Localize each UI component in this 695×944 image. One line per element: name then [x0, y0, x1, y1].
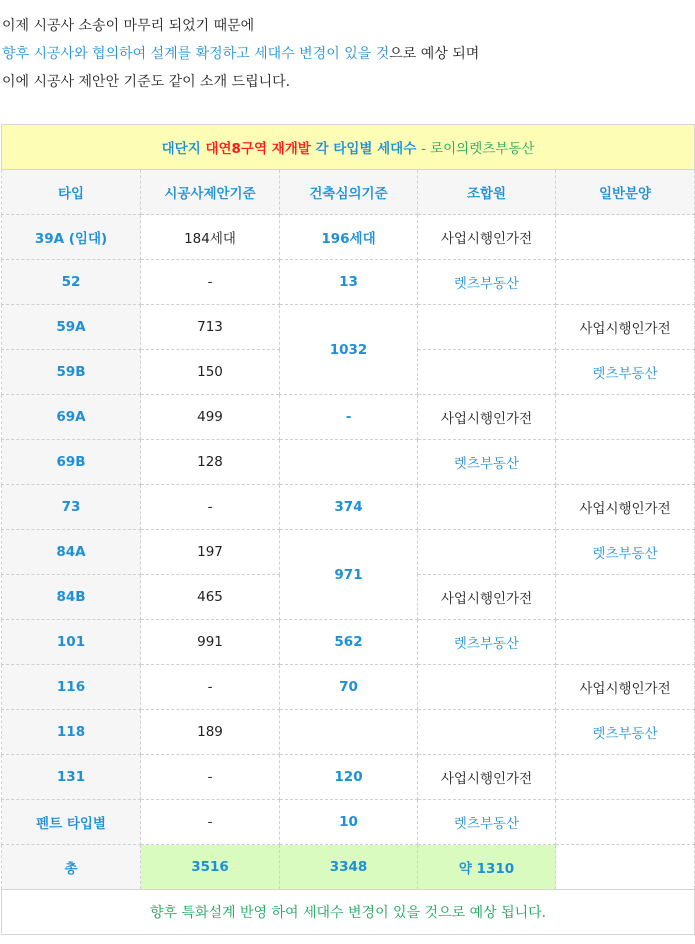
intro-line-3: 이에 시공사 제안안 기준도 같이 소개 드립니다. — [2, 74, 291, 90]
table-row — [2, 665, 695, 710]
cell-type: 101 — [2, 620, 141, 665]
cell-type: 52 — [2, 260, 141, 305]
table-row — [2, 260, 695, 305]
table-row — [2, 710, 695, 755]
intro-line-2-highlight: 향후 시공사와 협의하여 설계를 확정하고 세대수 변경이 있을 것 — [2, 46, 390, 62]
cell-type: 69A — [2, 395, 141, 440]
cell-general — [556, 755, 695, 800]
cell-general: 렛츠부동산 — [556, 710, 695, 755]
cell-member — [418, 530, 556, 575]
cell-type: 39A (임대) — [2, 215, 141, 260]
cell-review: 70 — [280, 665, 418, 710]
cell-member: 사업시행인가전 — [418, 755, 556, 800]
cell-member: 렛츠부동산 — [418, 800, 556, 845]
cell-proposal: 499 — [141, 395, 280, 440]
cell-general — [556, 575, 695, 620]
table-row — [2, 395, 695, 440]
table-title — [2, 125, 695, 170]
cell-proposal: 189 — [141, 710, 280, 755]
cell-proposal: - — [141, 260, 280, 305]
cell-general: 사업시행인가전 — [556, 305, 695, 350]
header-general: 일반분양 — [556, 170, 695, 215]
cell-proposal: - — [141, 665, 280, 710]
cell-proposal: 465 — [141, 575, 280, 620]
table-title-highlight: 대연8구역 재개발 — [205, 141, 311, 157]
cell-member — [418, 485, 556, 530]
cell-review — [280, 710, 418, 755]
table-title-middle: 각 타입별 세대수 — [310, 141, 421, 157]
cell-type: 펜트 타입별 — [2, 800, 141, 845]
table-row — [2, 215, 695, 260]
total-row — [2, 845, 695, 890]
cell-member: 렛츠부동산 — [418, 440, 556, 485]
cell-proposal: 150 — [141, 350, 280, 395]
cell-proposal: - — [141, 485, 280, 530]
cell-proposal: - — [141, 800, 280, 845]
cell-member: 사업시행인가전 — [418, 395, 556, 440]
cell-review: 562 — [280, 620, 418, 665]
cell-proposal: - — [141, 755, 280, 800]
note-row — [2, 890, 695, 935]
cell-general: 렛츠부동산 — [556, 350, 695, 395]
cell-review: 13 — [280, 260, 418, 305]
cell-member: 사업시행인가전 — [418, 575, 556, 620]
intro-text — [2, 12, 692, 96]
cell-type: 116 — [2, 665, 141, 710]
intro-line-1: 이제 시공사 소송이 마무리 되었기 때문에 — [2, 18, 255, 34]
total-review: 3348 — [280, 845, 418, 890]
table-note: 향후 특화설계 반영 하여 세대수 변경이 있을 것으로 예상 됩니다. — [2, 890, 695, 935]
cell-proposal: 713 — [141, 305, 280, 350]
table-title-prefix: 대단지 — [161, 141, 206, 157]
cell-proposal: 197 — [141, 530, 280, 575]
table-header-row — [2, 170, 695, 215]
cell-member: 사업시행인가전 — [418, 215, 556, 260]
cell-general — [556, 620, 695, 665]
cell-type: 59A — [2, 305, 141, 350]
cell-review: 374 — [280, 485, 418, 530]
cell-review: 10 — [280, 800, 418, 845]
cell-general — [556, 260, 695, 305]
cell-review: 1032 — [280, 305, 418, 395]
table-row — [2, 800, 695, 845]
cell-general — [556, 395, 695, 440]
cell-review: - — [280, 395, 418, 440]
table-row — [2, 530, 695, 575]
table-row — [2, 755, 695, 800]
header-member: 조합원 — [418, 170, 556, 215]
cell-type: 84B — [2, 575, 141, 620]
cell-type: 73 — [2, 485, 141, 530]
cell-general: 렛츠부동산 — [556, 530, 695, 575]
table-row — [2, 305, 695, 350]
cell-type: 118 — [2, 710, 141, 755]
cell-member — [418, 305, 556, 350]
intro-line-2-rest: 으로 예상 되며 — [389, 46, 480, 62]
cell-member — [418, 350, 556, 395]
cell-type: 84A — [2, 530, 141, 575]
cell-type: 131 — [2, 755, 141, 800]
header-review: 건축심의기준 — [280, 170, 418, 215]
cell-review: 196세대 — [280, 215, 418, 260]
cell-member: 렛츠부동산 — [418, 620, 556, 665]
table-row — [2, 440, 695, 485]
cell-general — [556, 440, 695, 485]
cell-proposal: 128 — [141, 440, 280, 485]
unit-count-table — [1, 124, 695, 935]
cell-proposal: 991 — [141, 620, 280, 665]
cell-member: 렛츠부동산 — [418, 260, 556, 305]
table-title-source: - 로이의렛츠부동산 — [420, 141, 535, 157]
cell-general — [556, 215, 695, 260]
cell-general: 사업시행인가전 — [556, 665, 695, 710]
intro-line-2 — [2, 40, 692, 68]
cell-general — [556, 800, 695, 845]
cell-type: 59B — [2, 350, 141, 395]
header-proposal: 시공사제안기준 — [141, 170, 280, 215]
total-proposal: 3516 — [141, 845, 280, 890]
cell-type: 69B — [2, 440, 141, 485]
header-type: 타입 — [2, 170, 141, 215]
total-label: 총 — [2, 845, 141, 890]
total-general — [556, 845, 695, 890]
cell-member — [418, 710, 556, 755]
total-member: 약 1310 — [418, 845, 556, 890]
cell-review: 120 — [280, 755, 418, 800]
cell-member — [418, 665, 556, 710]
cell-general: 사업시행인가전 — [556, 485, 695, 530]
table-row — [2, 485, 695, 530]
cell-proposal: 184세대 — [141, 215, 280, 260]
table-title-row — [2, 125, 695, 170]
table-row — [2, 620, 695, 665]
cell-review — [280, 440, 418, 485]
cell-review: 971 — [280, 530, 418, 620]
